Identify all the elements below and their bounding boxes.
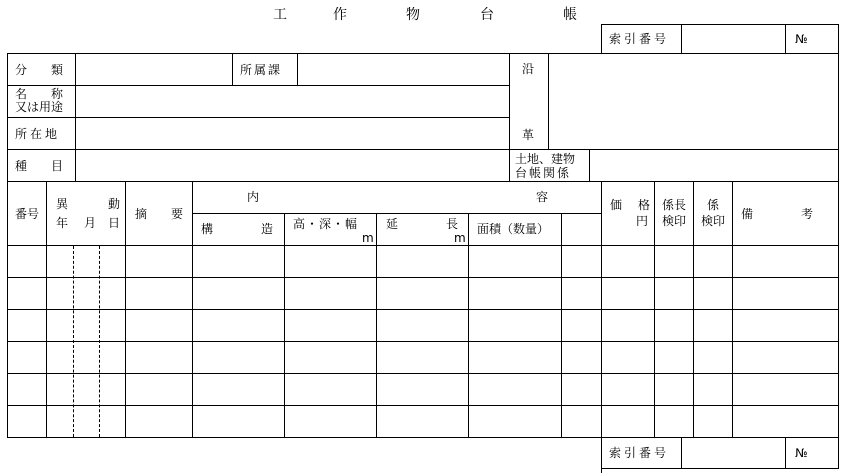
- table-row[interactable]: [8, 374, 838, 405]
- youto-label: 又は用途: [15, 100, 64, 114]
- title-char: 作: [333, 7, 347, 23]
- col-hi: 日: [108, 216, 121, 230]
- tochi-label-2: 台帳関係: [515, 166, 572, 180]
- tochi-label-1: 土地、建物: [515, 152, 576, 166]
- col-kakari-1: 係: [707, 198, 720, 212]
- shozaichi-field[interactable]: [76, 118, 509, 149]
- col-unit-m1: m: [362, 231, 374, 245]
- index-label-bottom: 索引番号: [609, 446, 670, 460]
- tochi-field[interactable]: [590, 150, 838, 181]
- index-no-label-bottom: №: [795, 446, 808, 460]
- meisho-label: 名 称: [15, 87, 64, 101]
- title-char: 帳: [563, 7, 577, 23]
- index-label: 索引番号: [609, 32, 670, 46]
- col-kakaku: 価 格: [610, 198, 653, 212]
- table-row[interactable]: [8, 246, 838, 277]
- col-bangou: 番号: [15, 207, 40, 221]
- enkaku-field[interactable]: [549, 54, 838, 149]
- col-idou-1: 異: [56, 197, 69, 211]
- title-char: 工: [273, 7, 287, 23]
- table-row[interactable]: [8, 278, 838, 309]
- col-bikou: 備 考: [741, 207, 814, 221]
- col-uchi: 内: [247, 190, 260, 204]
- col-kakarichou-1: 係長: [662, 198, 687, 212]
- bunrui-field[interactable]: [76, 54, 232, 85]
- title-char: 物: [406, 7, 420, 23]
- col-you: 容: [536, 190, 549, 204]
- shumoku-label: 種 目: [15, 159, 64, 173]
- table-row[interactable]: [8, 406, 838, 437]
- meisho-field[interactable]: [76, 86, 509, 117]
- table-row[interactable]: [8, 310, 838, 341]
- enkaku-label-bottom: 革: [522, 128, 535, 142]
- index-number-field-bottom[interactable]: [682, 438, 785, 468]
- col-menseki: 面積（数量）: [477, 222, 550, 236]
- col-unit-m2: m: [454, 231, 466, 245]
- col-idou-2: 動: [108, 197, 121, 211]
- index-no-label: №: [795, 32, 808, 46]
- enkaku-label-top: 沿: [522, 62, 535, 76]
- index-number-field[interactable]: [682, 25, 785, 53]
- shozoku-field[interactable]: [298, 54, 509, 85]
- col-kouzou: 構 造: [201, 222, 274, 236]
- col-tsuki: 月: [84, 216, 97, 230]
- col-kousinpuku: 高・深・幅: [293, 217, 359, 231]
- shumoku-field[interactable]: [76, 150, 509, 181]
- col-kakarichou-2: 検印: [662, 214, 687, 228]
- col-en: 円: [636, 214, 649, 228]
- bunrui-label: 分 類: [15, 63, 64, 77]
- col-nen: 年: [56, 216, 69, 230]
- shozaichi-label: 所在地: [15, 127, 61, 141]
- col-nobe: 延 長: [386, 217, 459, 231]
- title-char: 台: [480, 7, 494, 23]
- shozoku-label: 所属課: [240, 63, 283, 77]
- table-row[interactable]: [8, 342, 838, 373]
- col-kakari-2: 検印: [701, 214, 726, 228]
- col-tekiyou: 摘 要: [135, 207, 184, 221]
